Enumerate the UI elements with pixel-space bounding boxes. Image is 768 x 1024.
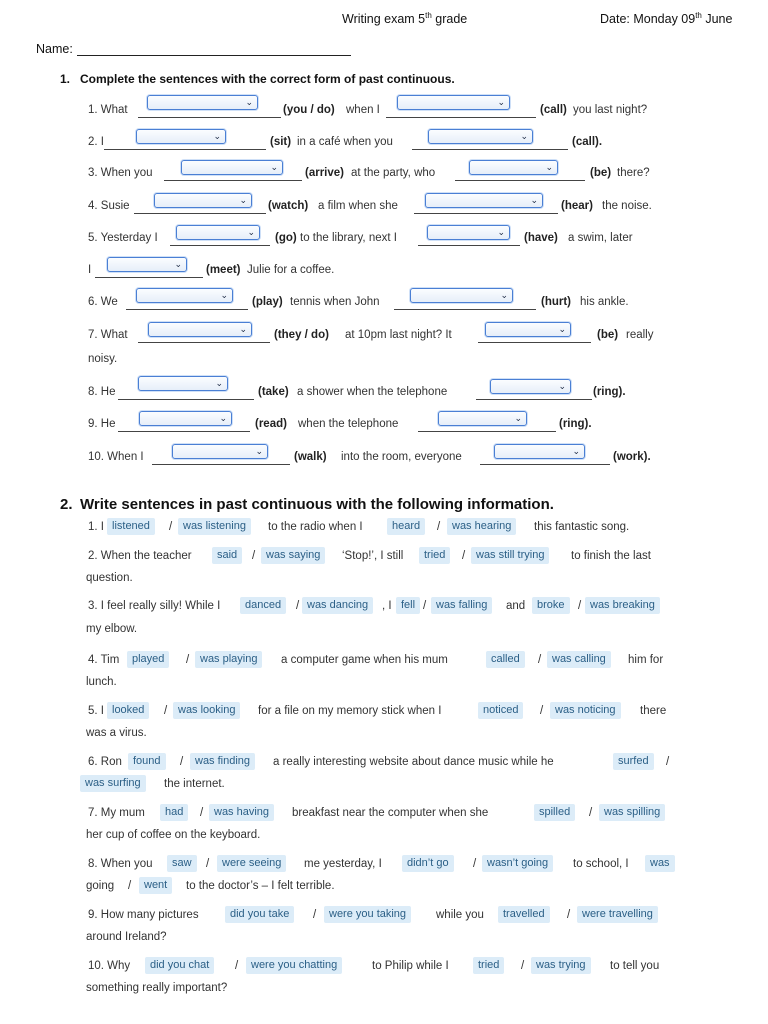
ex2-text: 8. When you (88, 858, 153, 870)
ex1-text: 5. Yesterday I (88, 232, 158, 244)
ex2-text: to Philip while I (372, 960, 449, 972)
ex2-text: ‘Stop!’, I still (342, 550, 404, 562)
exam-date-sup: th (695, 10, 702, 20)
ex1-text: 8. He (88, 386, 116, 398)
option-chip[interactable]: noticed (478, 702, 523, 719)
ex1-dropdown[interactable] (427, 225, 510, 240)
option-chip[interactable]: was falling (431, 597, 492, 614)
option-chip[interactable]: broke (532, 597, 570, 614)
option-chip[interactable]: saw (167, 855, 197, 872)
ex2-text: something really important? (86, 982, 228, 994)
ex1-text: in a café when you (297, 136, 393, 148)
ex2-text: the internet. (164, 778, 225, 790)
option-chip[interactable]: was looking (173, 702, 240, 719)
ex1-dropdown[interactable] (148, 322, 252, 337)
ex1-text: a shower when the telephone (297, 386, 448, 398)
chevron-down-icon: ⌄ (220, 290, 228, 300)
ex1-verb: (be) (597, 329, 619, 341)
exercise1-title: Complete the sentences with the correct form of past continuous. (80, 72, 455, 86)
ex2-text: her cup of coffee on the keyboard. (86, 829, 261, 841)
chevron-down-icon: ⌄ (239, 195, 247, 205)
option-chip[interactable]: travelled (498, 906, 550, 923)
ex2-text: question. (86, 572, 133, 584)
ex1-dropdown[interactable] (136, 129, 226, 144)
ex2-text: / (206, 858, 210, 870)
chevron-down-icon: ⌄ (514, 413, 522, 423)
option-chip[interactable]: went (139, 877, 172, 894)
ex1-verb: (meet) (206, 264, 241, 276)
ex1-dropdown[interactable] (139, 411, 232, 426)
ex2-text: around Ireland? (86, 931, 167, 943)
ex1-text: 7. What (88, 329, 128, 341)
exam-date (600, 12, 732, 26)
ex1-text: 4. Susie (88, 200, 130, 212)
ex1-text: at 10pm last night? It (345, 329, 452, 341)
ex2-text: there (640, 705, 667, 717)
option-chip[interactable]: was listening (178, 518, 251, 535)
chevron-down-icon: ⌄ (497, 97, 505, 107)
ex2-text: / (578, 600, 582, 612)
ex2-text: to school, I (573, 858, 629, 870)
ex1-dropdown[interactable] (136, 288, 233, 303)
chevron-down-icon: ⌄ (247, 227, 255, 237)
ex2-text: lunch. (86, 676, 117, 688)
ex2-text: him for (628, 654, 664, 666)
option-chip[interactable]: tried (419, 547, 450, 564)
option-chip[interactable]: spilled (534, 804, 575, 821)
option-chip[interactable]: was trying (531, 957, 591, 974)
ex2-text: 3. I feel really silly! While I (88, 600, 221, 612)
ex1-verb: (arrive) (305, 167, 344, 179)
ex1-text: really (626, 329, 654, 341)
chevron-down-icon: ⌄ (530, 195, 538, 205)
ex1-text: 9. He (88, 418, 116, 430)
chevron-down-icon: ⌄ (215, 378, 223, 388)
ex1-text: his ankle. (580, 296, 629, 308)
ex1-text: into the room, everyone (341, 451, 462, 463)
option-chip[interactable]: was still trying (471, 547, 549, 564)
option-chip[interactable]: had (160, 804, 188, 821)
option-chip[interactable]: listened (107, 518, 155, 535)
ex1-verb: (read) (255, 418, 287, 430)
option-chip[interactable]: called (486, 651, 525, 668)
ex2-text: and (506, 600, 526, 612)
option-chip[interactable]: looked (107, 702, 149, 719)
ex2-text: was a virus. (86, 727, 147, 739)
chevron-down-icon: ⌄ (572, 446, 580, 456)
ex1-text: 10. When I (88, 451, 144, 463)
option-chip[interactable]: did you take (225, 906, 294, 923)
ex2-text: / (567, 909, 571, 921)
ex1-dropdown[interactable] (490, 379, 571, 394)
ex2-text: / (666, 756, 670, 768)
ex1-text: 6. We (88, 296, 118, 308)
option-chip[interactable]: heard (387, 518, 425, 535)
ex1-text: Julie for a coffee. (247, 264, 335, 276)
ex2-text: a computer game when his mum (281, 654, 448, 666)
option-chip[interactable]: was playing (195, 651, 262, 668)
exam-title-text: Writing exam 5 (342, 12, 426, 26)
ex2-text: / (538, 654, 542, 666)
ex1-text: when I (346, 104, 380, 116)
ex1-verb: (ring). (559, 418, 592, 430)
ex2-text: to the doctor’s – I felt terrible. (186, 880, 335, 892)
ex1-text: a swim, later (568, 232, 633, 244)
chevron-down-icon: ⌄ (558, 324, 566, 334)
ex1-verb: (call) (540, 104, 567, 116)
exam-date-after: June (701, 12, 733, 26)
ex1-dropdown[interactable] (485, 322, 571, 337)
ex1-dropdown[interactable] (172, 444, 268, 459)
option-chip[interactable]: were travelling (577, 906, 658, 923)
ex2-text: to tell you (610, 960, 660, 972)
option-chip[interactable]: surfed (613, 753, 654, 770)
exercise2-number: 2. (60, 496, 73, 513)
chevron-down-icon: ⌄ (497, 227, 505, 237)
ex2-text: my elbow. (86, 623, 138, 635)
ex1-dropdown[interactable] (138, 376, 228, 391)
option-chip[interactable]: was dancing (302, 597, 373, 614)
chevron-down-icon: ⌄ (270, 162, 278, 172)
chevron-down-icon: ⌄ (255, 446, 263, 456)
option-chip[interactable]: was calling (547, 651, 611, 668)
exam-title-sup: th (425, 10, 432, 20)
ex1-dropdown[interactable] (410, 288, 513, 303)
option-chip[interactable]: was having (209, 804, 274, 821)
ex2-text: / (437, 521, 441, 533)
ex1-verb: (call). (572, 136, 603, 148)
ex1-text: you last night? (573, 104, 648, 116)
ex2-text: / (296, 600, 300, 612)
ex2-text: / (200, 807, 204, 819)
chevron-down-icon: ⌄ (174, 259, 182, 269)
ex2-text: / (128, 880, 132, 892)
option-chip[interactable]: was hearing (447, 518, 516, 535)
ex1-text: when the telephone (298, 418, 399, 430)
ex2-text: 2. When the teacher (88, 550, 192, 562)
option-chip[interactable]: was breaking (585, 597, 660, 614)
ex1-dropdown[interactable] (176, 225, 260, 240)
name-label: Name: (36, 42, 73, 56)
ex1-dropdown[interactable] (397, 95, 510, 110)
ex2-text: / (169, 521, 173, 533)
ex2-text: for a file on my memory stick when I (258, 705, 442, 717)
ex1-verb: (take) (258, 386, 289, 398)
chevron-down-icon: ⌄ (219, 413, 227, 423)
ex2-text: / (589, 807, 593, 819)
ex1-dropdown[interactable] (425, 193, 543, 208)
ex2-text: / (521, 960, 525, 972)
chevron-down-icon: ⌄ (520, 131, 528, 141)
ex2-text: / (313, 909, 317, 921)
chevron-down-icon: ⌄ (500, 290, 508, 300)
ex1-text: the noise. (602, 200, 652, 212)
ex1-dropdown[interactable] (469, 160, 558, 175)
ex1-text: tennis when John (290, 296, 380, 308)
chevron-down-icon: ⌄ (239, 324, 247, 334)
exercise1-number: 1. (60, 72, 71, 86)
ex1-text: to the library, next I (300, 232, 397, 244)
ex2-text: / (252, 550, 256, 562)
ex2-text: me yesterday, I (304, 858, 382, 870)
ex2-text: to finish the last (571, 550, 651, 562)
ex1-verb: (ring). (593, 386, 626, 398)
chevron-down-icon: ⌄ (213, 131, 221, 141)
option-chip[interactable]: did you chat (145, 957, 214, 974)
option-chip[interactable]: danced (240, 597, 286, 614)
ex1-verb: (play) (252, 296, 283, 308)
chevron-down-icon: ⌄ (245, 97, 253, 107)
name-line (77, 55, 351, 56)
ex2-text: 1. I (88, 521, 104, 533)
ex2-text: / (423, 600, 427, 612)
exam-title-after: grade (431, 12, 468, 26)
ex1-dropdown[interactable] (438, 411, 527, 426)
ex1-dropdown[interactable] (107, 257, 187, 272)
ex1-text: a film when she (318, 200, 398, 212)
ex2-text: going (86, 880, 115, 892)
exam-title (342, 12, 467, 26)
ex1-dropdown[interactable] (494, 444, 585, 459)
ex1-dropdown[interactable] (428, 129, 533, 144)
option-chip[interactable]: was saying (261, 547, 325, 564)
ex2-text: / (462, 550, 466, 562)
ex1-text: 3. When you (88, 167, 153, 179)
ex2-text: / (180, 756, 184, 768)
ex2-text: / (235, 960, 239, 972)
option-chip[interactable]: wasn’t going (482, 855, 553, 872)
ex1-verb: (work). (613, 451, 651, 463)
ex1-verb: (go) (275, 232, 297, 244)
ex2-text: this fantastic song. (534, 521, 630, 533)
option-chip[interactable]: was (645, 855, 675, 872)
option-chip[interactable]: said (212, 547, 242, 564)
ex1-text: there? (617, 167, 650, 179)
ex1-verb: (walk) (294, 451, 327, 463)
ex1-text: I (88, 264, 92, 276)
exam-date-text: Date: Monday 09 (600, 12, 696, 26)
ex2-text: 6. Ron (88, 756, 122, 768)
option-chip[interactable]: was surfing (80, 775, 146, 792)
ex1-text: 1. What (88, 104, 128, 116)
chevron-down-icon: ⌄ (545, 162, 553, 172)
ex2-text: , I (382, 600, 392, 612)
option-chip[interactable]: didn’t go (402, 855, 454, 872)
option-chip[interactable]: were seeing (217, 855, 286, 872)
ex1-verb: (you / do) (283, 104, 335, 116)
ex2-text: while you (436, 909, 484, 921)
option-chip[interactable]: was spilling (599, 804, 665, 821)
ex1-dropdown[interactable] (154, 193, 252, 208)
ex2-text: / (164, 705, 168, 717)
ex1-dropdown[interactable] (147, 95, 258, 110)
exercise2-title: Write sentences in past continuous with the following information. (80, 496, 554, 513)
ex1-verb: (they / do) (274, 329, 329, 341)
ex1-verb: (watch) (268, 200, 309, 212)
option-chip[interactable]: were you taking (324, 906, 411, 923)
ex2-text: 9. How many pictures (88, 909, 199, 921)
ex2-text: 7. My mum (88, 807, 145, 819)
ex2-text: a really interesting website about dance music while he (273, 756, 554, 768)
option-chip[interactable]: found (128, 753, 166, 770)
ex2-text: to the radio when I (268, 521, 363, 533)
ex2-text: / (540, 705, 544, 717)
ex1-text: noisy. (88, 353, 118, 365)
ex1-verb: (sit) (270, 136, 292, 148)
ex2-text: breakfast near the computer when she (292, 807, 489, 819)
ex2-text: 4. Tim (88, 654, 120, 666)
ex1-verb: (hurt) (541, 296, 572, 308)
ex1-text: at the party, who (351, 167, 436, 179)
ex2-text: / (186, 654, 190, 666)
option-chip[interactable]: fell (396, 597, 420, 614)
option-chip[interactable]: played (127, 651, 169, 668)
ex1-verb: (have) (524, 232, 558, 244)
option-chip[interactable]: was noticing (550, 702, 621, 719)
ex1-text: 2. I (88, 136, 104, 148)
ex1-dropdown[interactable] (181, 160, 283, 175)
ex2-text: 10. Why (88, 960, 131, 972)
ex1-verb: (be) (590, 167, 612, 179)
ex1-verb: (hear) (561, 200, 593, 212)
chevron-down-icon: ⌄ (558, 381, 566, 391)
ex2-text: 5. I (88, 705, 104, 717)
option-chip[interactable]: tried (473, 957, 504, 974)
option-chip[interactable]: was finding (190, 753, 255, 770)
ex2-text: / (473, 858, 477, 870)
option-chip[interactable]: were you chatting (246, 957, 342, 974)
